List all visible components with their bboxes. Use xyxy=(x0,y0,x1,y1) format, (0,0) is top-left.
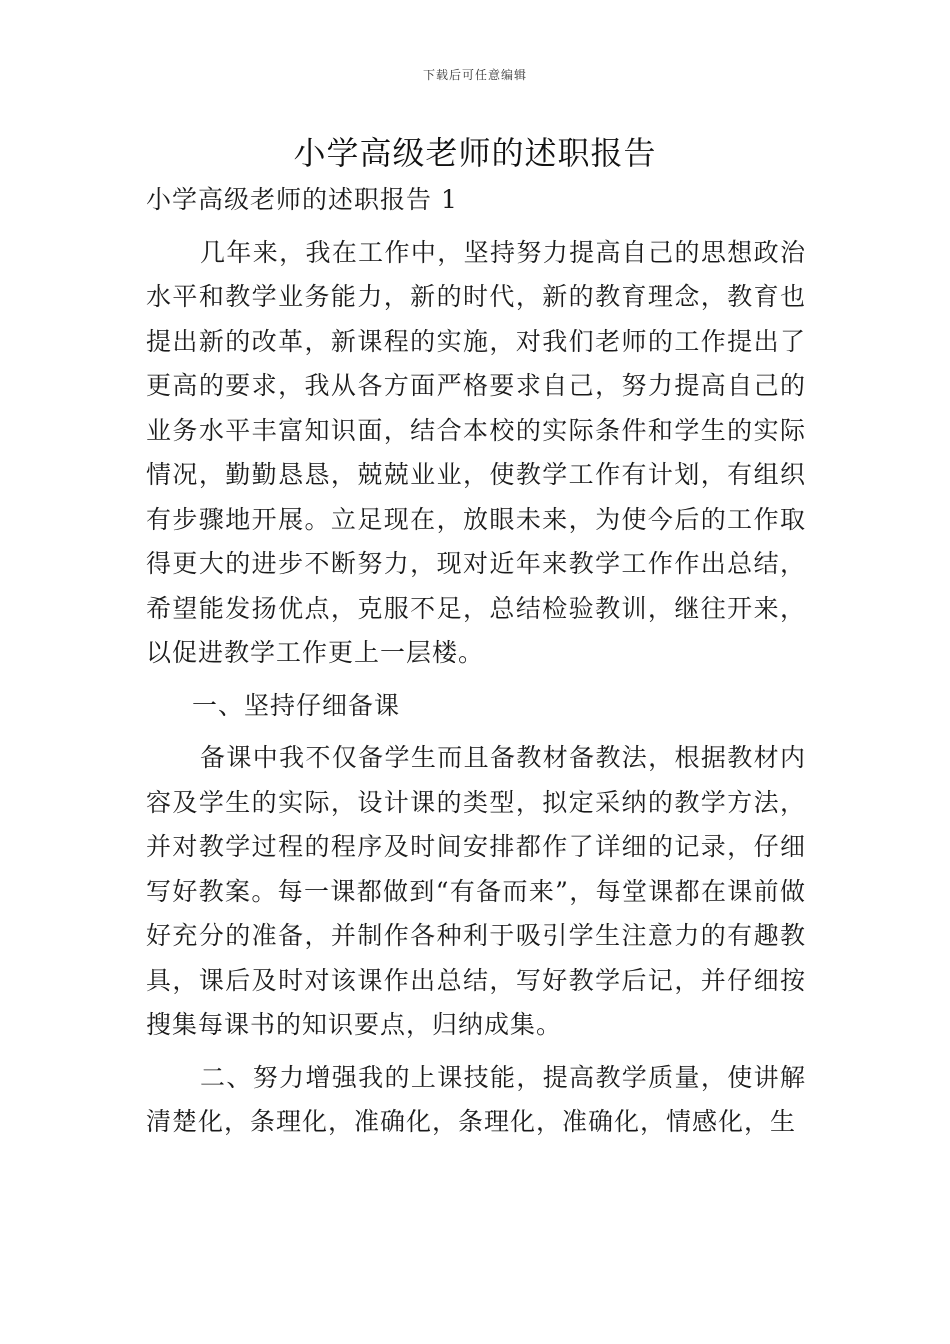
document-body xyxy=(146,178,806,1145)
paragraph-lesson-prep: 备课中我不仅备学生而且备教材备教法，根据教材内容及学生的实际，设计课的类型，拟定采纳的教学方法，并对教学过程的程序及时间安排都作了详细的记录，仔细写好教案。每一课都做到“有备而来”，每堂课都在课前做好充分的准备，并制作各种利于吸引学生注意力的有趣教具，课后及时对该课作出总结，写好教学后记，并仔细按搜集每课书的知识要点，归纳成集。 xyxy=(146,743,806,1039)
header-note: 下载后可任意编辑 xyxy=(422,68,527,82)
report-subtitle: 小学高级老师的述职报告 1 xyxy=(146,185,458,214)
paragraph-intro: 几年来，我在工作中，坚持努力提高自己的思想政治水平和教学业务能力，新的时代，新的教育理念，教育也提出新的改革，新课程的实施，对我们老师的工作提出了更高的要求，我从各方面严格要求自己，努力提高自己的业务水平丰富知识面，结合本校的实际条件和学生的实际情况，勤勤恳恳，兢兢业业，使教学工作有计划，有组织有步骤地开展。立足现在，放眼未来，为使今后的工作取得更大的进步不断努力，现对近年来教学工作作出总结，希望能发扬优点，克服不足，总结检验教训，继往开来，以促进教学工作更上一层楼。 xyxy=(146,237,806,667)
paragraph-section-2: 二、努力增强我的上课技能，提高教学质量，使讲解清楚化，条理化，准确化，条理化，准确化，情感化，生 xyxy=(146,1062,806,1136)
document-title: 小学高级老师的述职报告 xyxy=(293,134,657,172)
section-heading-1: 一、坚持仔细备课 xyxy=(192,690,401,720)
